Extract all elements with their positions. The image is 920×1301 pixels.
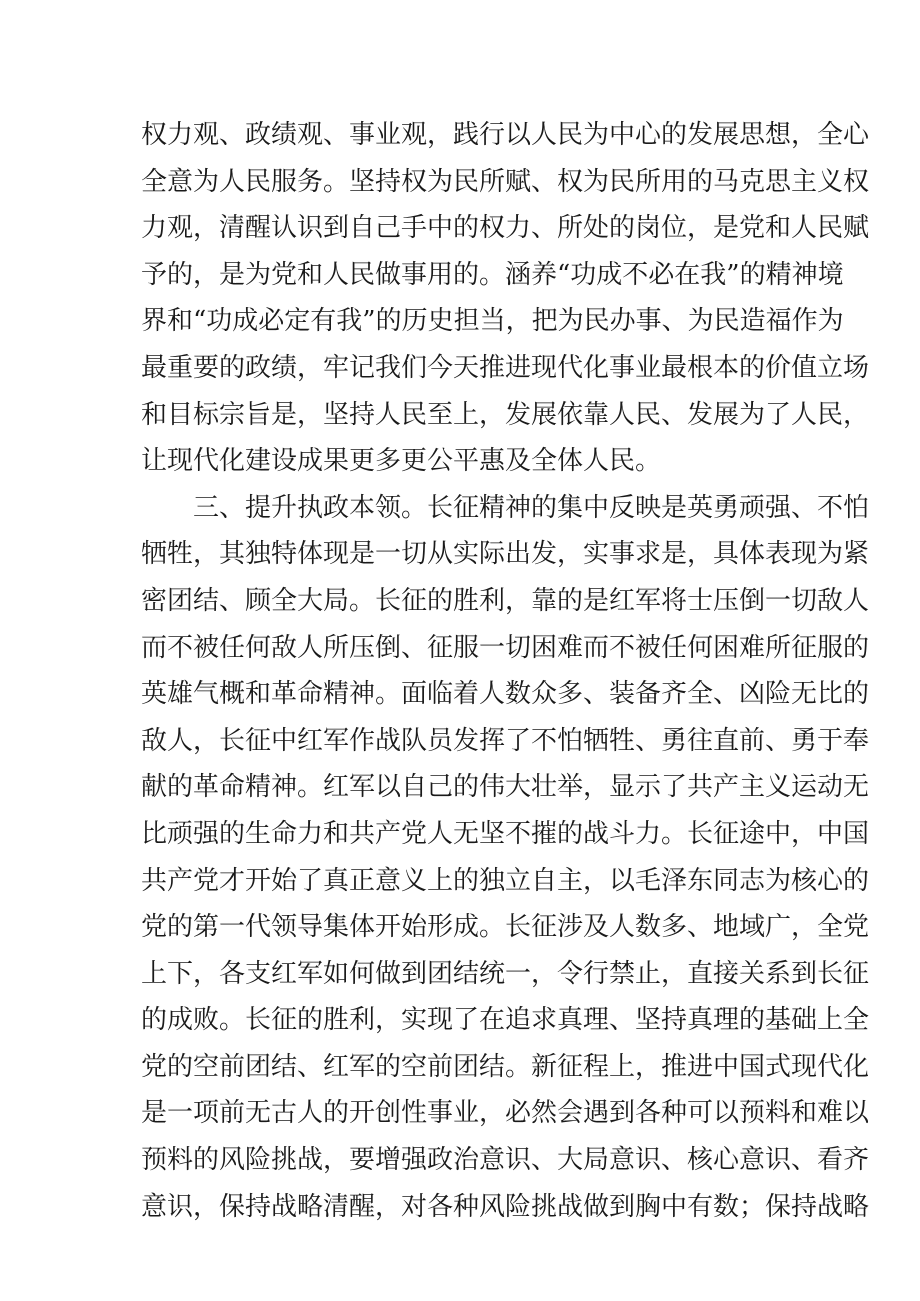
text-line: 予的，是为党和人民做事用的。涵养“功成不必在我”的精神境	[141, 259, 844, 290]
text-line: 密团结、顾全大局。长征的胜利，靠的是红军将士压倒一切敌人	[141, 585, 870, 616]
text-line: 和目标宗旨是，坚持人民至上，发展依靠人民、发展为了人民，	[141, 399, 870, 430]
text-line: 界和“功成必定有我”的历史担当，把为民办事、为民造福作为	[141, 306, 844, 337]
text-line: 意识，保持战略清醒，对各种风险挑战做到胸中有数；保持战略	[141, 1191, 870, 1222]
text-line: 党的第一代领导集体开始形成。长征涉及人数多、地域广，全党	[141, 912, 870, 943]
text-line: 三、提升执政本领。长征精神的集中反映是英勇顽强、不怕	[193, 492, 870, 523]
text-line: 献的革命精神。红军以自己的伟大壮举，显示了共产主义运动无	[141, 772, 870, 803]
text-line: 英雄气概和革命精神。面临着人数众多、装备齐全、凶险无比的	[141, 679, 870, 710]
text-line: 共产党才开始了真正意义上的独立自主，以毛泽东同志为核心的	[141, 865, 870, 896]
text-line: 预料的风险挑战，要增强政治意识、大局意识、核心意识、看齐	[141, 1145, 870, 1176]
text-line: 的成败。长征的胜利，实现了在追求真理、坚持真理的基础上全	[141, 1005, 870, 1036]
text-line: 力观，清醒认识到自己手中的权力、所处的岗位，是党和人民赋	[141, 213, 870, 244]
text-line: 最重要的政绩，牢记我们今天推进现代化事业最根本的价值立场	[141, 352, 870, 383]
text-line: 让现代化建设成果更多更公平惠及全体人民。	[141, 446, 662, 477]
paragraph-1	[141, 112, 870, 485]
text-line: 是一项前无古人的开创性事业，必然会遇到各种可以预料和难以	[141, 1098, 870, 1129]
text-line: 而不被任何敌人所压倒、征服一切困难而不被任何困难所征服的	[141, 632, 870, 663]
text-line: 上下，各支红军如何做到团结统一，令行禁止，直接关系到长征	[141, 958, 870, 989]
body-text	[141, 112, 870, 1230]
text-line: 敌人，长征中红军作战队员发挥了不怕牺牲、勇往直前、勇于奉	[141, 725, 870, 756]
text-line: 比顽强的生命力和共产党人无坚不摧的战斗力。长征途中，中国	[141, 818, 870, 849]
text-line: 牺牲，其独特体现是一切从实际出发，实事求是，具体表现为紧	[141, 539, 870, 570]
text-line: 权力观、政绩观、事业观，践行以人民为中心的发展思想，全心	[141, 120, 870, 150]
text-line: 党的空前团结、红军的空前团结。新征程上，推进中国式现代化	[141, 1051, 870, 1082]
text-line: 全意为人民服务。坚持权为民所赋、权为民所用的马克思主义权	[141, 166, 870, 197]
paragraph-2	[141, 485, 870, 1231]
